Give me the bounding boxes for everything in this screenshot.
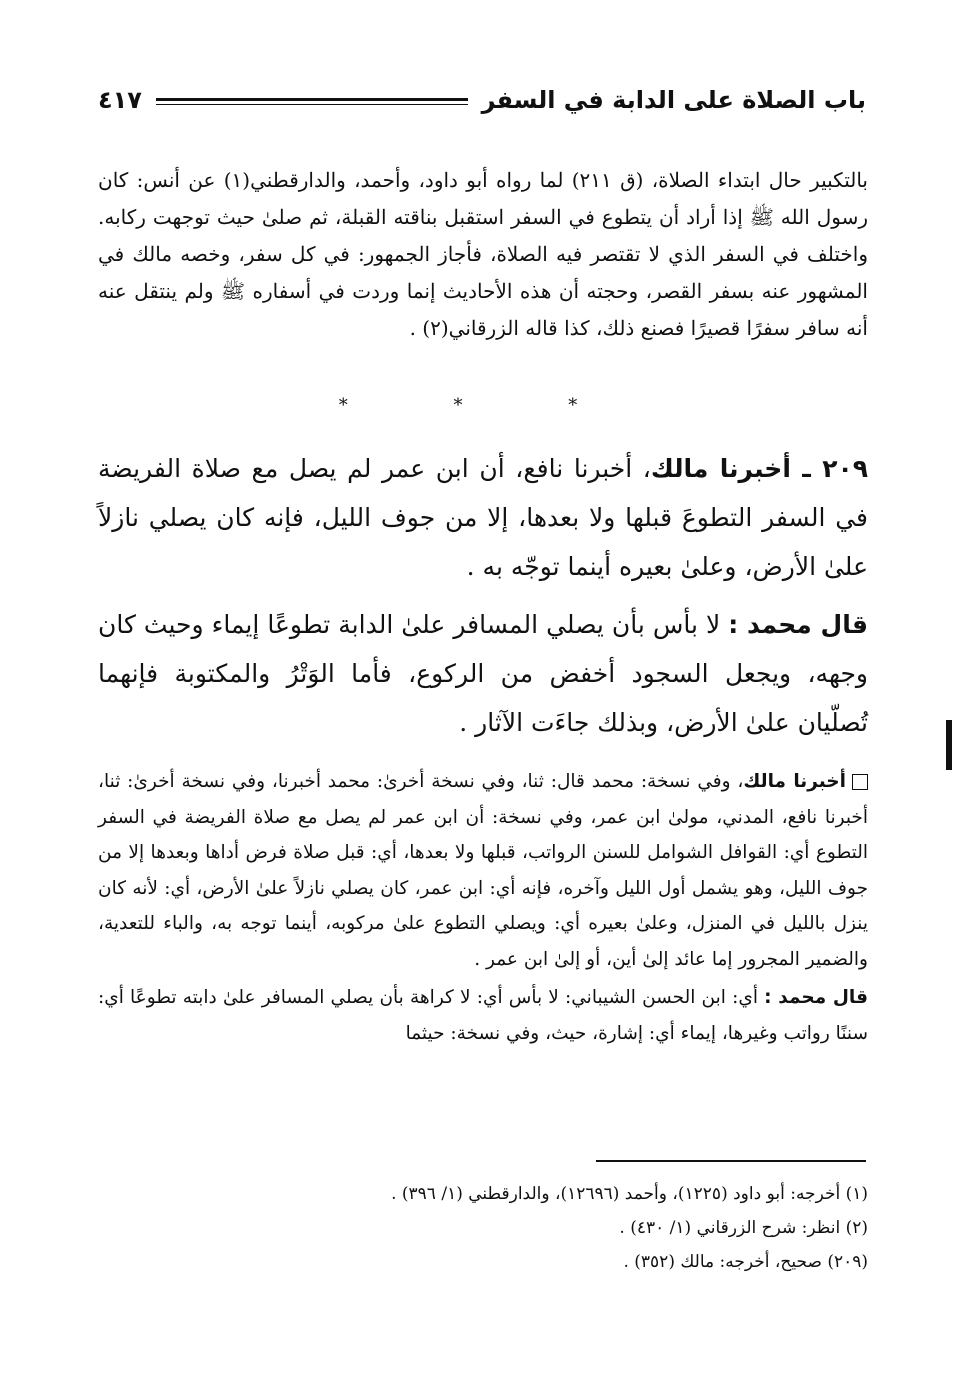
hadith-lead: ٢٠٩ ـ أخبرنا مالك (650, 454, 868, 483)
qaul-lead: قال محمد : (728, 610, 868, 639)
footnotes (98, 1177, 868, 1279)
qaul-text: لا بأس بأن يصلي المسافر علىٰ الدابة تطوعًا إيماء وحيث كان وجهه، ويجعل السجود أخفض من الركوع، فأما الوَتْرُ والمكتوبة فإنهما تُصلّيان علىٰ الأرض، وبذلك جاءَت الآثار . (98, 610, 868, 737)
margin-marker (946, 720, 952, 770)
page-number: ٤١٧ (98, 86, 142, 114)
qaul-block (98, 600, 868, 747)
footnote-1: (١) أخرجه: أبو داود (١٢٢٥)، وأحمد (١٢٦٩٦)، والدارقطني (١/ ٣٩٦) . (391, 1184, 868, 1204)
square-marker-icon (852, 774, 868, 790)
qaul-paragraph (98, 600, 868, 747)
commentary-p2-lead: قال محمد : (764, 987, 868, 1008)
commentary-p1-text: ، وفي نسخة: محمد قال: ثنا، وفي نسخة أخرىٰ: محمد أخبرنا، وفي نسخة أخرىٰ: ثنا، أخبرنا نافع، المدني، مولىٰ ابن عمر، وفي نسخة: أن ابن عمر لم يصل مع صلاة الفريضة في السفر التطوع أي: القوافل الشوامل للسنن الرواتب، قبلها ولا بعدها، أي: قبل صلاة فرض أداها وبعدها إلا من جوف الليل، وهو يشمل أول الليل وآخره، فإنه أي: ابن عمر، كان يصلي نازلاً علىٰ الأرض، أي: لأنه كان ينزل بالليل في المنزل، وعلىٰ بعيره أي: ويصلي التطوع علىٰ مركوبه، أينما توجه به، والباء للتعدية، والضمير المجرور إما عائد إلىٰ أين، أو إلىٰ ابن عمر . (98, 771, 868, 970)
section-separator: * * * (338, 395, 628, 416)
hadith-block (98, 444, 868, 591)
commentary-top-text: بالتكبير حال ابتداء الصلاة، (ق ٢١١) لما رواه أبو داود، وأحمد، والدارقطني(١) عن أنس: كان رسول الله ﷺ إذا أراد أن يتطوع في السفر استقبل بناقته القبلة، ثم صلىٰ حيث توجهت ركابه. واختلف في السفر الذي لا تقتصر فيه الصلاة، فأجاز الجمهور: في كل سفر، وخصه مالك في المشهور عنه بسفر القصر، وحجته أن هذه الأحاديث إنما وردت في أسفاره ﷺ ولم ينتقل عنه أنه سافر سفرًا قصيرًا فصنع ذلك، كذا قاله الزرقاني(٢) . (98, 168, 869, 340)
footnote-2: (٢) انظر: شرح الزرقاني (١/ ٤٣٠) . (619, 1218, 868, 1238)
page-header (98, 78, 866, 122)
footnote-3: (٢٠٩) صحيح، أخرجه: مالك (٣٥٢) . (623, 1252, 868, 1272)
commentary-p2-text: أي: ابن الحسن الشيباني: لا بأس أي: لا كراهة بأن يصلي المسافر علىٰ دابته تطوعًا أي: سننًا رواتب وغيرها، إيماء أي: إشارة، حيث، وفي نسخة: حيثما (98, 987, 868, 1044)
hadith-paragraph (98, 444, 868, 591)
footnote-rule (596, 1160, 866, 1162)
chapter-title: باب الصلاة على الدابة في السفر (481, 86, 866, 114)
commentary-p1-lead: أخبرنا مالك (743, 771, 846, 792)
commentary-paragraph-2 (98, 980, 868, 1051)
commentary-block (98, 764, 868, 1051)
hadith-text: ، أخبرنا نافع، أن ابن عمر لم يصل مع صلاة الفريضة في السفر التطوعَ قبلها ولا بعدها، إلا من جوف الليل، فإنه كان يصلي نازلاً علىٰ الأرض، وعلىٰ بعيره أينما توجّه به . (98, 454, 868, 581)
commentary-paragraph-1 (98, 764, 868, 977)
header-rule (156, 98, 468, 105)
commentary-top (98, 162, 868, 347)
